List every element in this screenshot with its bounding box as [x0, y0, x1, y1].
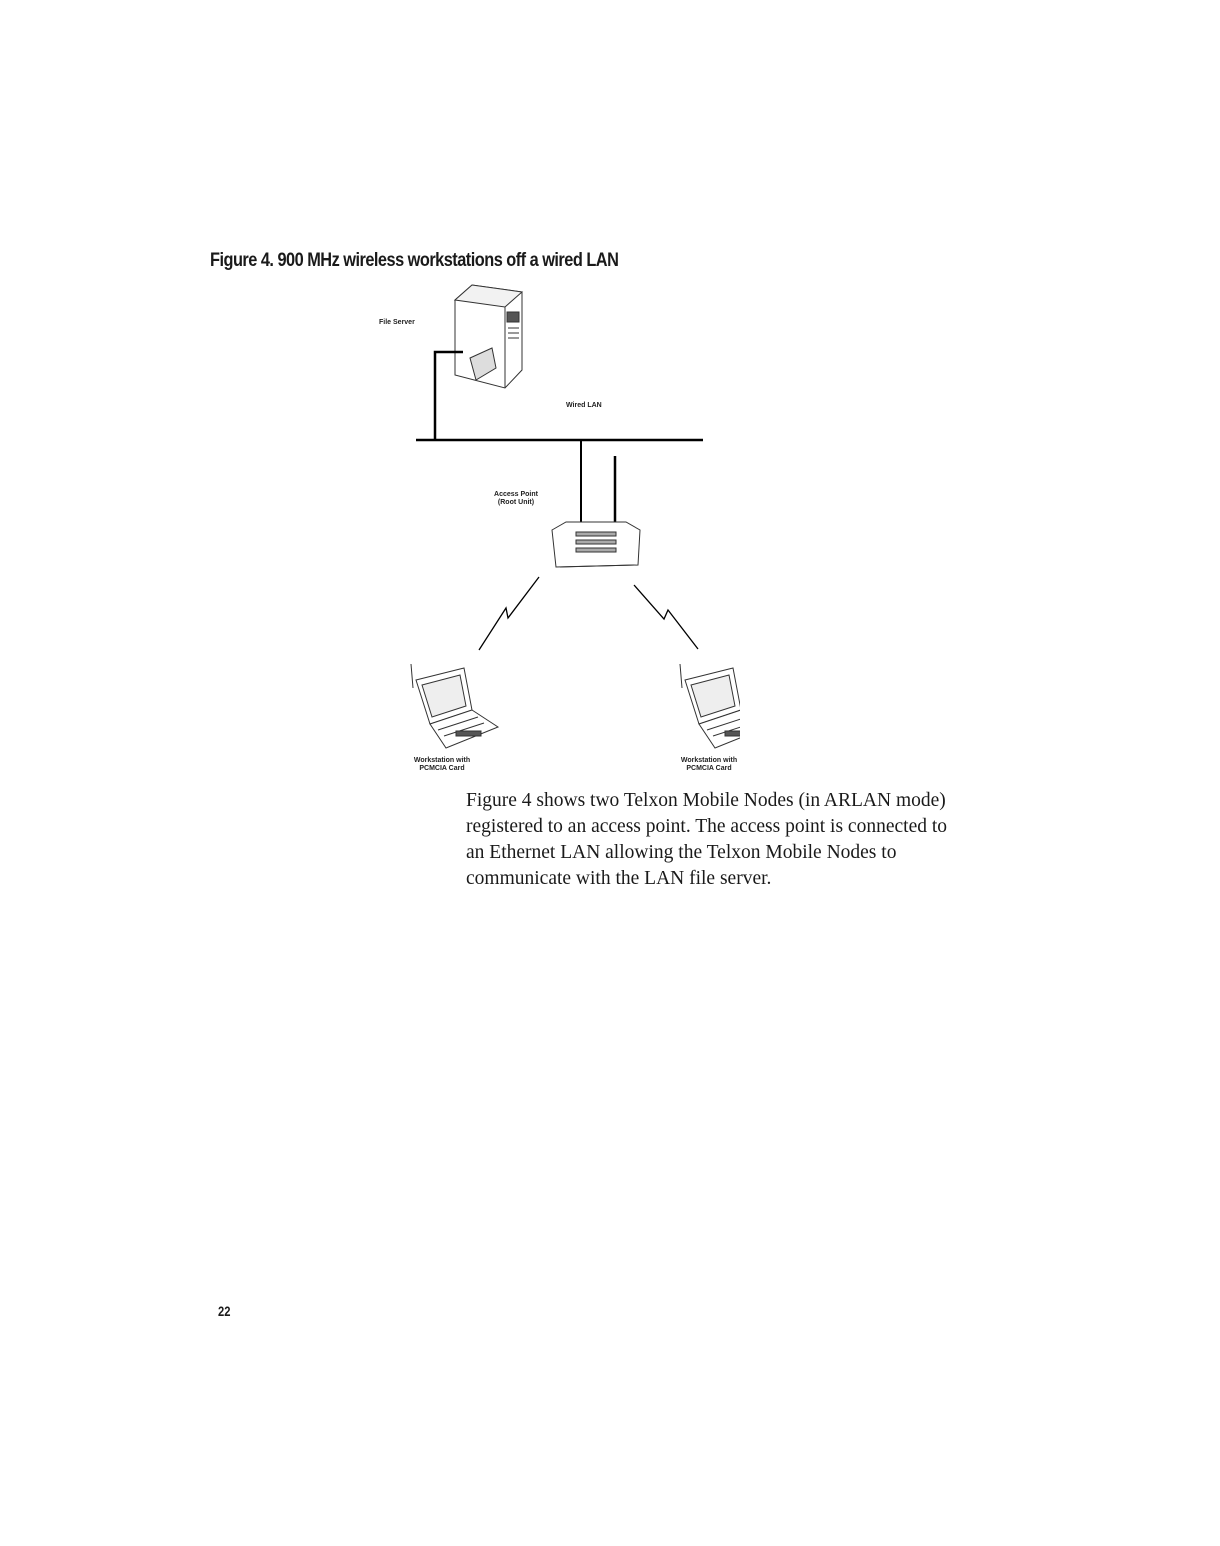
left-workstation-label: Workstation with PCMCIA Card [413, 757, 471, 772]
file-server-icon [455, 285, 522, 388]
file-server-label: File Server [379, 319, 415, 326]
right-workstation-label: Workstation with PCMCIA Card [680, 757, 738, 772]
figure-caption: Figure 4. 900 MHz wireless workstations off a wired LAN [210, 250, 619, 271]
wireless-link-right [634, 585, 698, 649]
page-number: 22 [218, 1303, 231, 1319]
network-diagram-drawing [380, 280, 740, 780]
wireless-link-left [479, 577, 539, 650]
left-laptop-icon [411, 664, 498, 748]
body-paragraph: Figure 4 shows two Telxon Mobile Nodes (in ARLAN mode) registered to an access point. The access point is connected to an Ethernet LAN allowing the Telxon Mobile Nodes to communicate with the LAN file server. [466, 790, 948, 889]
network-diagram [380, 280, 740, 780]
wired-lan-label: Wired LAN [566, 402, 602, 409]
right-laptop-icon [680, 664, 740, 748]
access-point-icon [552, 456, 640, 567]
access-point-label: Access Point (Root Unit) [494, 491, 538, 506]
